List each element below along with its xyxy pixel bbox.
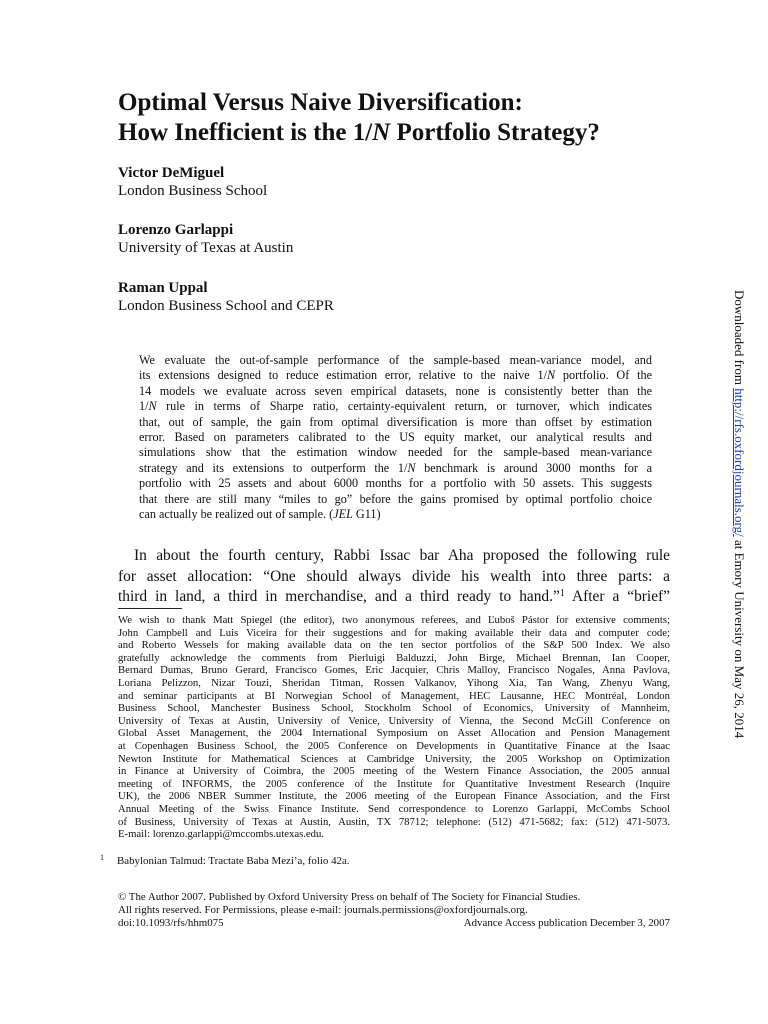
footnote-1 bbox=[100, 851, 680, 868]
acknowledgment-line: of Business, University of Texas at Austin, Austin, TX 78712; telephone: (512) 471-5682; fax: (512) 471-5073. bbox=[118, 815, 670, 828]
abstract bbox=[139, 353, 652, 522]
abstract-line bbox=[139, 507, 652, 522]
footnote-mark: 1 bbox=[100, 853, 104, 862]
acknowledgment-line: University of Texas at Austin, University of Venice, University of Vienna, the Second McGill Conference on bbox=[118, 714, 670, 727]
abstract-text: benchmark is around 3000 months for a bbox=[415, 460, 652, 475]
acknowledgment-footnote bbox=[118, 614, 670, 841]
acknowledgment-line: John Campbell and Luis Viceira for their suggestions and for making available their data and computer code; bbox=[118, 626, 670, 639]
title-italic-n: N bbox=[372, 119, 391, 146]
jel-label: JEL bbox=[333, 507, 353, 522]
body-line: In about the fourth century, Rabbi Issac bar Aha proposed the following rule bbox=[134, 547, 670, 564]
abstract-italic: N bbox=[546, 368, 556, 383]
advance-access: Advance Access publication December 3, 2007 bbox=[463, 916, 670, 929]
abstract-text: strategy and its extensions to outperform the 1/ bbox=[139, 460, 408, 475]
acknowledgment-line: E-mail: lorenzo.garlappi@mccombs.utexas.edu. bbox=[118, 828, 325, 841]
abstract-text: portfolio. Of the bbox=[555, 368, 652, 383]
footnote-text: Babylonian Talmud: Tractate Baba Mezi’a, folio 42a. bbox=[117, 855, 350, 867]
acknowledgment-line: gratefully acknowledge the comments from Pierluigi Balduzzi, John Birge, Michael Brennan, Ian Cooper, bbox=[118, 651, 670, 664]
download-suffix: at Emory University on May 26, 2014 bbox=[732, 536, 747, 739]
author-block bbox=[118, 279, 678, 316]
title-line-2-text: How Inefficient is the 1/ bbox=[118, 119, 373, 146]
author-affiliation: London Business School and CEPR bbox=[118, 298, 334, 314]
author-name: Victor DeMiguel bbox=[118, 165, 225, 181]
acknowledgment-line: Global Asset Management, the 2004 International Symposium on Asset Allocation and Pension Management bbox=[118, 727, 670, 740]
paper-title bbox=[118, 88, 698, 148]
author-name: Lorenzo Garlappi bbox=[118, 222, 234, 238]
doi-row bbox=[118, 917, 670, 930]
copyright-line: © The Author 2007. Published by Oxford University Press on behalf of The Society for Financial Studies. bbox=[118, 891, 581, 903]
acknowledgment-line: We wish to thank Matt Spiegel (the editor), two anonymous referees, and Ľuboš Pástor for extensive comments; bbox=[118, 614, 670, 626]
abstract-text: G11) bbox=[352, 507, 381, 522]
acknowledgment-line: meeting of INFORMS, the 2005 conference of the Institute for Quantitative Investment Research (Inquire bbox=[118, 777, 670, 790]
abstract-italic: N bbox=[407, 460, 416, 475]
acknowledgment-line: and Roberto Wessels for making available data on the ten sector portfolios of the S&P 500 Index. We also bbox=[118, 639, 670, 652]
author-affiliation: London Business School bbox=[118, 183, 268, 199]
permissions-line: All rights reserved. For Permissions, please e-mail: journals.permissions@oxfordjournals.org. bbox=[118, 903, 528, 916]
abstract-line bbox=[139, 461, 652, 476]
doi[interactable]: doi:10.1093/rfs/hhm075 bbox=[118, 916, 224, 929]
body-line: for asset allocation: “One should always divide his wealth into three parts: a bbox=[118, 567, 670, 585]
abstract-line bbox=[139, 399, 652, 414]
abstract-line: error. Based on parameters calibrated to the US equity market, our analytical results and bbox=[139, 430, 652, 445]
acknowledgment-line: UK), the 2006 NBER Summer Institute, the 2006 meeting of the European Finance Association, and the First bbox=[118, 790, 670, 803]
footnote-ref[interactable]: 1 bbox=[559, 588, 565, 599]
acknowledgment-line: and seminar participants at BI Norwegian School of Management, HEC Lausanne, HEC Montréal, London bbox=[118, 689, 670, 702]
abstract-line bbox=[139, 368, 652, 383]
acknowledgment-line: in Finance at University of Coimbra, the 2005 meeting of the Western Finance Association, the 2005 annual bbox=[118, 765, 670, 778]
abstract-text: 1/ bbox=[139, 399, 149, 414]
footnote-rule bbox=[118, 608, 182, 609]
download-prefix: Downloaded from bbox=[732, 290, 747, 389]
author-affiliation: University of Texas at Austin bbox=[118, 240, 294, 256]
title-line-2 bbox=[118, 118, 698, 148]
download-notice bbox=[732, 290, 746, 738]
copyright-block bbox=[118, 891, 670, 929]
abstract-line: 14 models we evaluate across seven empirical datasets, none is consistently better than the bbox=[139, 383, 652, 398]
journal-link[interactable]: http://rfs.oxfordjournals.org/ bbox=[732, 388, 747, 537]
author-block bbox=[118, 221, 678, 258]
abstract-line: that there are still many “miles to go” before the gains promised by optimal portfolio choice bbox=[139, 491, 652, 506]
author-name: Raman Uppal bbox=[118, 280, 208, 296]
abstract-text: rule in terms of Sharpe ratio, certainty-equivalent return, or turnover, which indicates bbox=[156, 399, 652, 414]
body-line bbox=[118, 587, 670, 608]
acknowledgment-line: Newton Institute for Mathematical Sciences at Cambridge University, the 2005 Workshop on Optimization bbox=[118, 752, 670, 765]
abstract-text: its extensions designed to reduce estimation error, relative to the naive 1/ bbox=[139, 368, 547, 383]
abstract-line: simulations show that the estimation window needed for the sample-based mean-variance bbox=[139, 445, 652, 460]
abstract-line: that, out of sample, the gain from optimal diversification is more than offset by estimation bbox=[139, 414, 652, 429]
title-line-2-end: Portfolio Strategy? bbox=[390, 119, 600, 146]
body-text-span: After a “brief” bbox=[564, 588, 670, 605]
acknowledgment-line: Annual Meeting of the Swiss Finance Institute. Send correspondence to Lorenzo Garlappi, McCombs School bbox=[118, 802, 670, 815]
acknowledgment-line: Bernard Dumas, Bruno Gerard, Francisco Gomes, Eric Jacquier, Chris Malloy, Francisco Nogales, Anna Pavlova, bbox=[118, 664, 670, 677]
author-block bbox=[118, 164, 678, 201]
acknowledgment-line: at Copenhagen Business School, the 2005 Conference on Developments in Quantitative Finance at the Isaac bbox=[118, 739, 670, 752]
acknowledgment-line: Loriana Pelizzon, Nizar Touzi, Sheridan Titman, Rossen Valkanov, Yihong Xia, Tan Wang, Zhenyu Wang, bbox=[118, 676, 670, 689]
acknowledgment-line: Business School, Manchester Business School, Stockholm School of Economics, University of Mannheim, bbox=[118, 702, 670, 715]
abstract-line: portfolio with 25 assets and about 6000 months for a portfolio with 50 assets. This suggests bbox=[139, 476, 652, 491]
body-text-span: third in land, a third in merchandise, and a third ready to hand.” bbox=[118, 588, 560, 605]
body-text bbox=[118, 546, 670, 608]
abstract-line: We evaluate the out-of-sample performance of the sample-based mean-variance model, and bbox=[139, 353, 652, 367]
abstract-text: can actually be realized out of sample. ( bbox=[139, 507, 334, 522]
abstract-italic: N bbox=[148, 399, 157, 414]
title-line-1: Optimal Versus Naive Diversification: bbox=[118, 89, 523, 116]
